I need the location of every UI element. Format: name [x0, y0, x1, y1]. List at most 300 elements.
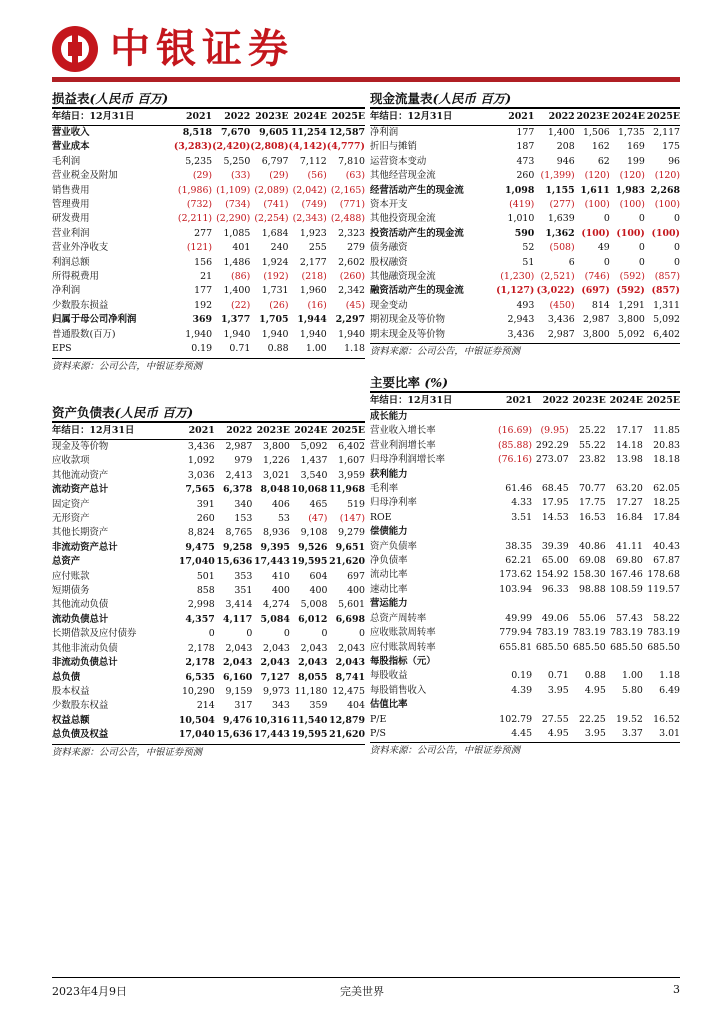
row-value: 14.18: [616, 439, 643, 451]
ratios-section: [370, 375, 680, 758]
row-value: 519: [347, 498, 365, 510]
row-value: 20.83: [653, 439, 680, 451]
row-value: [532, 525, 569, 539]
table-row: [52, 627, 365, 641]
row-value: 351: [234, 585, 253, 597]
row-value: 7,810: [338, 155, 365, 167]
row-value: (857): [651, 285, 680, 297]
row-value: (1,986): [177, 184, 213, 196]
table-row: [52, 656, 365, 670]
row-value: 4.95: [584, 684, 606, 696]
row-value: 2,987: [547, 328, 575, 340]
row-label: 每股销售收入: [370, 684, 427, 696]
table-row: [370, 126, 680, 141]
row-value: 16.84: [616, 511, 643, 523]
row-label: 股权融资: [370, 256, 408, 268]
row-value: 0: [321, 628, 328, 640]
header-year: 2021: [494, 393, 532, 410]
row-value: 340: [234, 498, 253, 510]
table-row: [52, 342, 365, 356]
row-value: (9.95): [540, 425, 569, 437]
row-value: [532, 468, 569, 482]
header-label: 年结日：12月31日: [52, 109, 174, 126]
brand-logo: [52, 25, 294, 73]
header-year: 2022: [534, 109, 574, 126]
cashflow-title-text: 现金流量表: [370, 91, 433, 106]
row-value: 2,987: [582, 314, 610, 326]
table-row: [370, 684, 680, 698]
row-value: 4.95: [547, 727, 569, 739]
row-value: 2,043: [260, 657, 290, 669]
row-value: (277): [549, 199, 575, 211]
row-value: 12,879: [329, 714, 365, 726]
row-label: 总资产: [52, 556, 81, 568]
row-value: (592): [619, 271, 645, 283]
row-value: 10,316: [253, 714, 290, 726]
table-row: [370, 439, 680, 453]
row-value: 858: [196, 585, 215, 597]
row-value: 15,636: [216, 556, 253, 568]
table-row: [52, 284, 365, 298]
balance-title-text: 资产负债表: [52, 405, 115, 420]
row-label: 毛利率: [370, 483, 399, 495]
row-value: [606, 525, 643, 539]
header-year: 2024E: [290, 423, 328, 440]
row-value: 9,476: [222, 714, 253, 726]
row-value: (2,808): [250, 141, 289, 153]
row-label: 净负债率: [370, 555, 408, 567]
row-value: 18.18: [653, 454, 680, 466]
table-row: [52, 584, 365, 598]
row-label: 投资活动产生的现金流: [370, 227, 464, 239]
balance-sheet-section: [52, 405, 365, 760]
row-value: 473: [516, 155, 535, 167]
row-value: (76.16): [497, 454, 533, 466]
row-value: 7,670: [220, 127, 251, 138]
row-label: 长期借款及应付债券: [52, 628, 137, 640]
row-value: 8,765: [225, 527, 253, 539]
row-label: 权益总额: [52, 714, 90, 726]
row-value: [494, 468, 532, 482]
row-label: 普通股数(百万): [52, 328, 116, 340]
row-label: P/S: [370, 727, 386, 739]
row-label: 毛利润: [52, 155, 81, 167]
row-value: (2,165): [330, 184, 365, 196]
row-value: 3,959: [338, 469, 365, 481]
row-label: 营业利润: [52, 227, 90, 239]
row-value: 4,117: [222, 613, 253, 625]
row-value: [606, 597, 643, 611]
row-value: 401: [232, 242, 251, 254]
row-value: 17,040: [178, 729, 215, 741]
brand-name: 中银证券: [110, 26, 294, 72]
row-value: 1,940: [338, 328, 365, 340]
row-value: 501: [196, 570, 215, 582]
row-value: (419): [509, 199, 535, 211]
table-header-row: [370, 393, 680, 410]
row-label: 每股收益: [370, 670, 408, 682]
row-value: 8,936: [263, 527, 290, 539]
row-value: [569, 698, 606, 712]
row-value: (4,777): [326, 141, 365, 153]
row-label: 债务融资: [370, 242, 408, 254]
row-value: (16): [307, 299, 327, 311]
row-value: 7,112: [299, 155, 327, 167]
row-value: [532, 698, 569, 712]
row-value: 96: [668, 155, 680, 167]
row-value: (2,488): [330, 213, 365, 225]
row-value: 5,601: [338, 599, 365, 611]
row-value: 175: [662, 141, 680, 153]
row-label: 营业成本: [52, 141, 90, 153]
row-value: 8,055: [298, 671, 328, 683]
row-value: [532, 655, 569, 669]
header-year: 2021: [494, 109, 534, 126]
row-value: 3.95: [584, 727, 606, 739]
row-value: 13.98: [616, 454, 643, 466]
row-value: 62: [597, 155, 610, 167]
row-value: 0: [674, 242, 680, 254]
header-year: 2024E: [610, 109, 645, 126]
row-value: 1,684: [261, 227, 289, 239]
row-value: (2,254): [254, 213, 289, 225]
row-value: 2,117: [653, 127, 680, 138]
header-year: 2024E: [289, 109, 327, 126]
row-value: 57.43: [616, 612, 643, 624]
table-row: [370, 212, 680, 226]
row-value: 1,940: [261, 328, 289, 340]
row-value: 685.50: [572, 641, 606, 653]
row-value: 17,443: [253, 556, 290, 568]
row-value: (85.88): [497, 439, 533, 451]
row-value: 25.22: [578, 425, 606, 437]
table-row: [370, 655, 680, 669]
row-value: 4,357: [185, 613, 215, 625]
row-value: 255: [308, 242, 327, 254]
row-label: 应收账款周转率: [370, 627, 436, 639]
row-value: 655.81: [499, 641, 533, 653]
row-value: (1,230): [500, 271, 535, 283]
row-value: 1,923: [299, 227, 327, 239]
row-value: 5,092: [300, 441, 328, 452]
row-value: 16.52: [653, 713, 680, 725]
row-value: 3.51: [511, 511, 533, 523]
row-value: 17.27: [616, 497, 643, 509]
row-value: 178.68: [647, 569, 680, 581]
row-value: (2,343): [292, 213, 327, 225]
row-value: (2,420): [212, 141, 251, 153]
row-value: 9,279: [338, 527, 365, 539]
row-value: 2,342: [338, 285, 365, 297]
row-value: [569, 525, 606, 539]
row-label: 销售费用: [52, 184, 90, 196]
row-value: 65.00: [541, 555, 569, 567]
row-label: 流动资产总计: [52, 484, 109, 496]
row-value: 400: [271, 585, 290, 597]
header-year: 2025E: [327, 109, 365, 126]
table-row: [370, 424, 680, 438]
row-value: [606, 655, 643, 669]
row-label: 流动负债总计: [52, 613, 109, 625]
row-value: 1,944: [297, 314, 327, 326]
row-value: [569, 597, 606, 611]
row-value: 3,021: [263, 469, 290, 481]
row-value: (63): [345, 170, 365, 182]
ratios-source: 资料来源：公司公告，中银证券预测: [370, 742, 680, 758]
row-value: 2,043: [335, 657, 365, 669]
row-value: 1,983: [615, 184, 645, 196]
row-value: 6,698: [335, 613, 365, 625]
row-value: 353: [234, 570, 253, 582]
row-value: 156: [194, 256, 213, 268]
table-row: [52, 155, 365, 169]
row-value: (592): [616, 285, 645, 297]
income-table: [52, 109, 365, 357]
row-value: 9,973: [263, 685, 290, 697]
row-label: 少数股东损益: [52, 299, 109, 311]
row-value: 21: [200, 271, 213, 283]
row-value: (450): [549, 299, 575, 311]
header-year: 2022: [532, 393, 569, 410]
row-label: 净利润: [52, 285, 81, 297]
header-year: 2025E: [327, 423, 365, 440]
row-value: 2,987: [225, 441, 253, 452]
table-row: [52, 140, 365, 154]
row-value: [643, 655, 680, 669]
balance-unit: (人民币 百万): [114, 405, 194, 420]
row-value: (1,127): [496, 285, 535, 297]
row-value: 3.01: [659, 727, 680, 739]
table-row: [52, 671, 365, 685]
row-label: 营业收入增长率: [370, 425, 436, 437]
row-value: [643, 468, 680, 482]
row-value: 192: [194, 299, 213, 311]
row-value: 273.07: [535, 454, 569, 466]
row-value: (26): [269, 299, 289, 311]
row-label: 营业收入: [52, 127, 90, 138]
row-value: (45): [345, 299, 365, 311]
row-label: 经营活动产生的现金流: [370, 184, 464, 196]
row-label: 现金及等价物: [52, 441, 109, 452]
row-value: 343: [271, 700, 290, 712]
row-label: 净利润: [370, 127, 399, 138]
row-value: 0.71: [229, 343, 251, 355]
row-value: 2,043: [263, 642, 290, 654]
row-value: 4.39: [511, 684, 533, 696]
row-value: 0: [674, 213, 680, 225]
row-value: (749): [301, 199, 327, 211]
row-label: 少数股东权益: [52, 700, 109, 712]
row-value: 0: [603, 256, 610, 268]
row-value: 783.19: [535, 627, 569, 639]
row-value: 783.19: [610, 627, 643, 639]
row-value: (121): [186, 242, 213, 254]
row-value: 0: [674, 256, 680, 268]
row-label: 每股指标（元）: [370, 655, 436, 667]
row-value: 604: [309, 570, 328, 582]
row-value: (33): [231, 170, 251, 182]
row-value: 1,085: [223, 227, 251, 239]
header-year: 2021: [174, 109, 212, 126]
row-value: 1,437: [300, 455, 328, 467]
row-value: 0: [208, 628, 215, 640]
row-value: 3,800: [582, 328, 610, 340]
row-value: 3,436: [547, 314, 575, 326]
row-value: 3,800: [263, 441, 290, 452]
row-label: 其他非流动负债: [52, 642, 118, 654]
row-value: 11.85: [653, 425, 680, 437]
row-value: 119.57: [647, 583, 680, 595]
header-label: 年结日：12月31日: [52, 423, 177, 440]
row-value: (100): [616, 227, 645, 239]
row-value: [569, 468, 606, 482]
cashflow-section: [370, 91, 680, 359]
row-value: 61.46: [505, 483, 533, 495]
row-label: 资产负债率: [370, 540, 417, 552]
row-value: 260: [516, 170, 535, 182]
row-value: [643, 597, 680, 611]
row-value: 162: [591, 141, 610, 153]
row-label: 所得税费用: [52, 271, 99, 283]
row-value: 14.53: [541, 511, 569, 523]
row-value: (746): [584, 271, 610, 283]
row-value: 177: [194, 285, 213, 297]
row-value: (100): [581, 227, 610, 239]
row-value: (732): [186, 199, 213, 211]
row-value: 9,526: [298, 541, 328, 553]
row-value: 1,506: [582, 127, 610, 138]
row-value: 103.94: [499, 583, 533, 595]
row-value: (22): [231, 299, 251, 311]
row-value: 23.82: [578, 454, 606, 466]
row-value: 1,400: [547, 127, 575, 138]
row-value: [494, 655, 532, 669]
header-year: 2022: [215, 423, 253, 440]
row-value: 2,177: [299, 256, 327, 268]
row-value: 400: [347, 585, 365, 597]
table-row: [52, 227, 365, 241]
row-value: (2,042): [292, 184, 327, 196]
table-header-row: [52, 423, 365, 440]
row-label: P/E: [370, 713, 387, 725]
row-label: 归母净利润增长率: [370, 454, 446, 466]
row-value: 39.39: [541, 540, 569, 552]
row-value: 52: [522, 242, 535, 254]
row-value: 0: [283, 628, 290, 640]
row-value: 62.05: [653, 483, 680, 495]
row-value: 11,254: [290, 127, 327, 138]
table-row: [370, 511, 680, 525]
row-value: 0: [246, 628, 253, 640]
table-row: [52, 512, 365, 526]
table-row: [52, 198, 365, 212]
income-title-text: 损益表: [52, 91, 90, 106]
row-label: 归属于母公司净利润: [52, 314, 137, 326]
row-value: (697): [581, 285, 610, 297]
row-value: 6,402: [653, 328, 680, 340]
balance-table: [52, 423, 365, 743]
table-row: [370, 568, 680, 582]
row-value: 3,414: [225, 599, 253, 611]
cashflow-unit: (人民币 百万): [432, 91, 512, 106]
row-value: 3,436: [507, 328, 535, 340]
row-value: 58.22: [653, 612, 680, 624]
row-value: 292.29: [535, 439, 569, 451]
table-row: [52, 498, 365, 512]
table-row: [52, 241, 365, 255]
row-value: (734): [225, 199, 251, 211]
row-value: 1,010: [507, 213, 535, 225]
row-value: 2,178: [187, 642, 215, 654]
row-label: 应付账款: [52, 570, 90, 582]
row-value: 0.71: [547, 670, 569, 682]
row-label: EPS: [52, 343, 72, 355]
row-value: (741): [263, 199, 289, 211]
row-value: 5,235: [185, 155, 213, 167]
row-value: 6,012: [298, 613, 328, 625]
row-value: 8,048: [260, 484, 290, 496]
header-year: 2021: [177, 423, 215, 440]
row-value: 17.84: [653, 511, 680, 523]
table-row: [52, 313, 365, 327]
row-value: 49: [597, 242, 610, 254]
header-label: 年结日：12月31日: [370, 109, 494, 126]
row-value: 3,436: [187, 441, 215, 452]
row-value: 9,395: [260, 541, 290, 553]
row-value: 240: [270, 242, 289, 254]
row-value: 96.33: [541, 583, 569, 595]
row-label: 运营资本变动: [370, 155, 427, 167]
row-value: 69.08: [578, 555, 606, 567]
row-value: 6,535: [185, 671, 215, 683]
row-value: 11,540: [291, 714, 328, 726]
row-value: (147): [339, 513, 365, 525]
income-source: 资料来源：公司公告，中银证券预测: [52, 358, 365, 374]
row-value: 685.50: [535, 641, 569, 653]
row-value: 0.19: [511, 670, 533, 682]
table-row: [370, 583, 680, 597]
row-value: 199: [626, 155, 645, 167]
row-value: 208: [556, 141, 575, 153]
row-value: (2,521): [540, 271, 575, 283]
table-row: [52, 685, 365, 699]
header-year: 2023E: [250, 109, 288, 126]
row-value: (1,109): [216, 184, 251, 196]
table-row: [52, 642, 365, 656]
table-row: [370, 198, 680, 212]
table-row: [52, 454, 365, 468]
row-value: (29): [269, 170, 289, 182]
table-row: [52, 169, 365, 183]
footer-date: 2023年4月9日: [52, 985, 127, 998]
row-label: 成长能力: [370, 411, 408, 422]
row-value: 17,040: [178, 556, 215, 568]
row-value: 9,605: [259, 127, 289, 138]
row-value: 38.35: [505, 540, 533, 552]
table-row: [370, 698, 680, 712]
row-value: 9,108: [300, 527, 328, 539]
row-value: 0: [638, 242, 645, 254]
row-value: 108.59: [610, 583, 643, 595]
row-value: 783.19: [647, 627, 680, 639]
row-value: 17,443: [253, 729, 290, 741]
row-label: 管理费用: [52, 199, 90, 211]
row-value: 19.52: [616, 713, 643, 725]
table-row: [370, 256, 680, 270]
row-value: [494, 597, 532, 611]
table-row: [52, 299, 365, 313]
row-value: 391: [196, 498, 215, 510]
